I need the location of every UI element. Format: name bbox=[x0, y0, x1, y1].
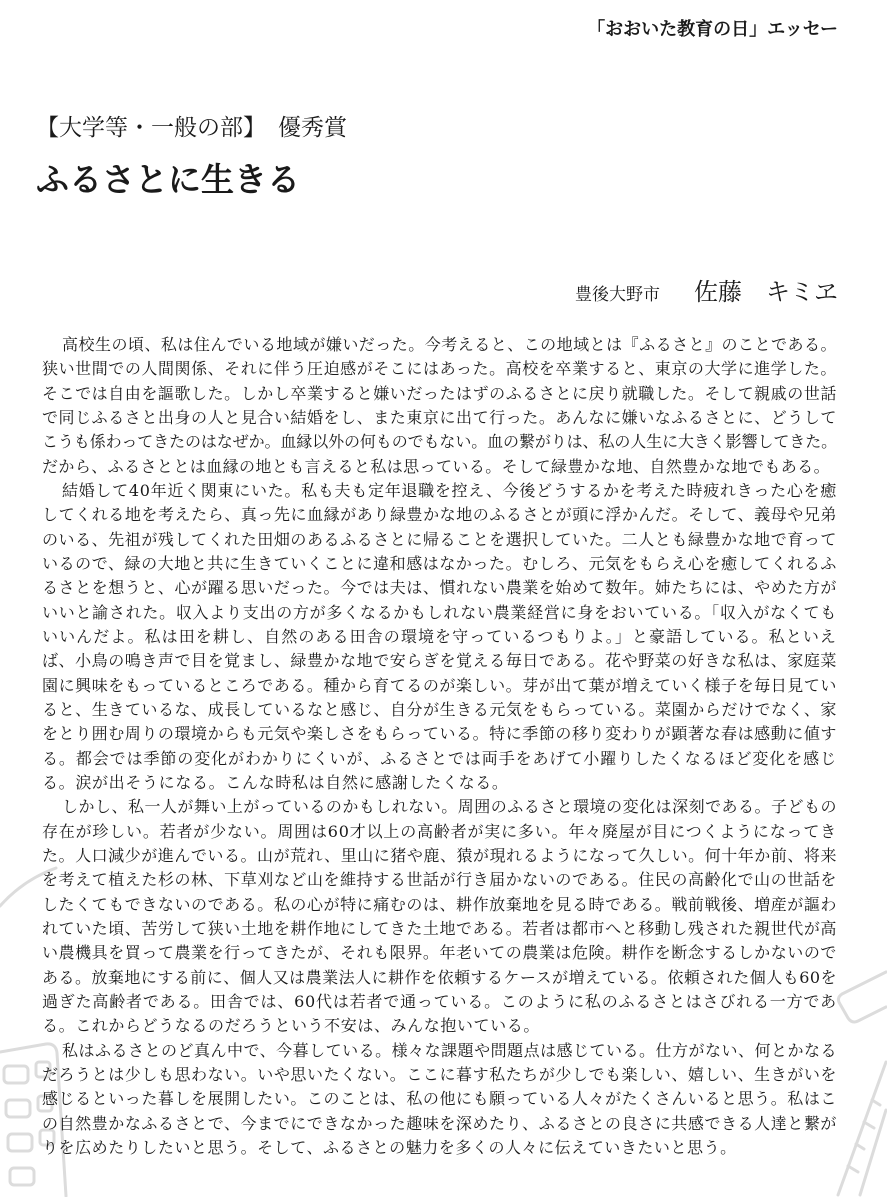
essay-line: を考えて植えた杉の林、下草刈など山を維持する世話が行き届かないのである。住民の高齢化で山の世話を bbox=[42, 870, 837, 890]
essay-paragraph bbox=[42, 333, 837, 479]
series-title: 「おおいた教育の日」エッセー bbox=[587, 19, 838, 40]
calculator-key bbox=[10, 1168, 34, 1185]
entry-heading bbox=[36, 114, 347, 142]
ruler-tick bbox=[872, 1100, 880, 1105]
category-label: 【大学等・一般の部】 bbox=[36, 115, 266, 141]
essay-line: 狭い世間での人間関係、それに伴う圧迫感がそこにはあった。高校を卒業すると、東京の大学に進学した。 bbox=[42, 359, 837, 379]
essay-paragraph bbox=[42, 795, 837, 1038]
essay-paragraph bbox=[42, 479, 837, 795]
calculator-key bbox=[6, 1100, 30, 1117]
essay-line: してくれる地を考えたら、真っ先に血縁があり緑豊かな地のふるさとが頭に浮かんだ。そして、義母や兄弟 bbox=[42, 505, 837, 525]
essay-line: 私はふるさとのど真ん中で、今暮している。様々な課題や問題点は感じている。仕方がない、何とかなる bbox=[62, 1040, 837, 1060]
essay-body bbox=[42, 333, 837, 1160]
author-city: 豊後大野市 bbox=[575, 285, 660, 305]
ruler-tick bbox=[864, 1122, 874, 1128]
author-byline bbox=[575, 277, 838, 310]
essay-title: ふるさとに生きる bbox=[36, 160, 300, 199]
essay-line: だから、ふるさととは血縁の地とも言えると私は思っている。そして緑豊かな地、自然豊かな地でもある。 bbox=[42, 456, 830, 476]
calculator-key bbox=[4, 1066, 28, 1083]
essay-line: こうも係わってきたのはなぜか。血縁以外の何ものでもない。血の繋がりは、私の人生に大きく影響してきた。 bbox=[42, 432, 837, 452]
essay-line: だろうとは少しも思わない。いや思いたくない。ここに暮す私たちが少しでも楽しい、嬉しい、生きがいを bbox=[42, 1064, 837, 1084]
essay-line: るさとを想うと、心が躍る思いだった。今では夫は、慣れない農業を始めて数年。姉たちには、やめた方が bbox=[42, 578, 837, 598]
essay-line: れていた頃、苦労して狭い土地を耕作地にしてきた土地である。若者は都市へと移動し残された親世代が高 bbox=[42, 918, 837, 938]
essay-line: したくてもできないのである。私の心が特に痛むのは、耕作放棄地を見る時である。戦前戦後、増産が謳わ bbox=[42, 894, 837, 914]
essay-line: い農機具を買って農業を行ってきたが、それも限界。年老いての農業は危険。耕作を断念するしかないので bbox=[42, 943, 837, 963]
essay-line: る。これからどうなるのだろうという不安は、みんな抱いている。 bbox=[42, 1016, 540, 1036]
essay-line: 存在が珍しい。若者が少ない。周囲は60才以上の高齢者が実に多い。年々廃屋が目につくようになってき bbox=[42, 821, 837, 841]
essay-line: ば、小鳥の鳴き声で目を覚まし、緑豊かな地で安らぎを覚える毎日である。花や野菜の好きな私は、家庭菜 bbox=[42, 651, 837, 671]
essay-line: の自然豊かなふるさとで、今までにできなかった趣味を深めたり、ふるさとの良さに共感できる人達と繋が bbox=[42, 1113, 837, 1133]
essay-line: りを広めたりしたいと思う。そして、ふるさとの魅力を多くの人々に伝えていきたいと思う。 bbox=[42, 1137, 737, 1157]
essay-line: をとり囲む周りの環境からも元気や楽しさをもらっている。特に季節の移り変わりが顕著な春は感動に値す bbox=[42, 724, 837, 744]
ruler-edge bbox=[860, 1110, 886, 1195]
essay-line: る。都会では季節の変化がわかりにくいが、ふるさとでは両手をあげて小躍りしたくなるほど変化を感じ bbox=[42, 748, 837, 768]
essay-line: 高校生の頃、私は住んでいる地域が嫌いだった。今考えると、この地域とは『ふるさと』のことである。 bbox=[62, 335, 837, 354]
ruler-tick bbox=[848, 1166, 858, 1172]
ruler-edge bbox=[838, 1062, 886, 1195]
essay-line: しかし、私一人が舞い上がっているのかもしれない。周囲のふるさと環境の変化は深刻である。子どもの bbox=[62, 797, 837, 817]
essay-paragraph bbox=[42, 1039, 837, 1161]
essay-line: そこでは自由を謳歌した。しかし卒業すると嫌いだったはずのふるさとに戻り就職した。そして親戚の世話 bbox=[42, 383, 837, 403]
essay-line: いいと諭された。収入より支出の方が多くなるかもしれない農業経営に身をおいている。「収入がなくても bbox=[42, 602, 837, 622]
ruler-tick bbox=[856, 1144, 864, 1149]
essay-line: のいる、先祖が残してくれた田畑のあるふるさとに帰ることを選択していた。二人とも緑豊かな地で育って bbox=[42, 529, 837, 549]
essay-line: 結婚して40年近く関東にいた。私も夫も定年退職を控え、今後どうするかを考えた時疲れきった心を癒 bbox=[62, 480, 837, 500]
essay-line: で同じふるさと出身の人と見合い結婚をし、また東京に出て行った。あんなに嫌いなふるさとに、どうして bbox=[42, 407, 837, 427]
essay-line: ある。放棄地にする前に、個人又は農業法人に耕作を依頼するケースが増えている。依頼された個人も60を bbox=[42, 967, 837, 987]
essay-line: 園に興味をもっているところである。種から育てるのが楽しい。芽が出て葉が増えていく様子を毎日見てい bbox=[42, 675, 837, 695]
essay-line: 過ぎた高齢者である。田舎では、60代は若者で通っている。このように私のふるさとはさびれる一方であ bbox=[42, 991, 837, 1011]
award-label: 優秀賞 bbox=[278, 115, 347, 141]
calculator-key bbox=[8, 1134, 32, 1151]
essay-line: ると、生きているな、成長しているなと感じ、自分が生きる元気をもらっている。菜園からだけでなく、家 bbox=[42, 699, 837, 719]
author-name: 佐藤 キミヱ bbox=[694, 278, 838, 306]
essay-line: いるので、緑の大地と共に生きていくことに違和感はなかった。むしろ、元気をもらえ心を癒してくれるふ bbox=[42, 553, 837, 573]
pencil-outline bbox=[838, 972, 886, 1022]
essay-line: 感じるといった暮しを展開したい。このことは、私の他にも願っている人々がたくさんいると思う。私はこ bbox=[42, 1089, 837, 1109]
essay-line: た。人口減少が進んでいる。山が荒れ、里山に猪や鹿、猿が現れるようになって久しい。何十年か前、将来 bbox=[42, 845, 837, 865]
essay-line: いいんだよ。私は田を耕し、自然のある田舎の環境を守っているつもりよ。」と豪語している。私といえ bbox=[42, 626, 837, 646]
essay-line: る。涙が出そうになる。こんな時私は自然に感謝したくなる。 bbox=[42, 772, 509, 792]
